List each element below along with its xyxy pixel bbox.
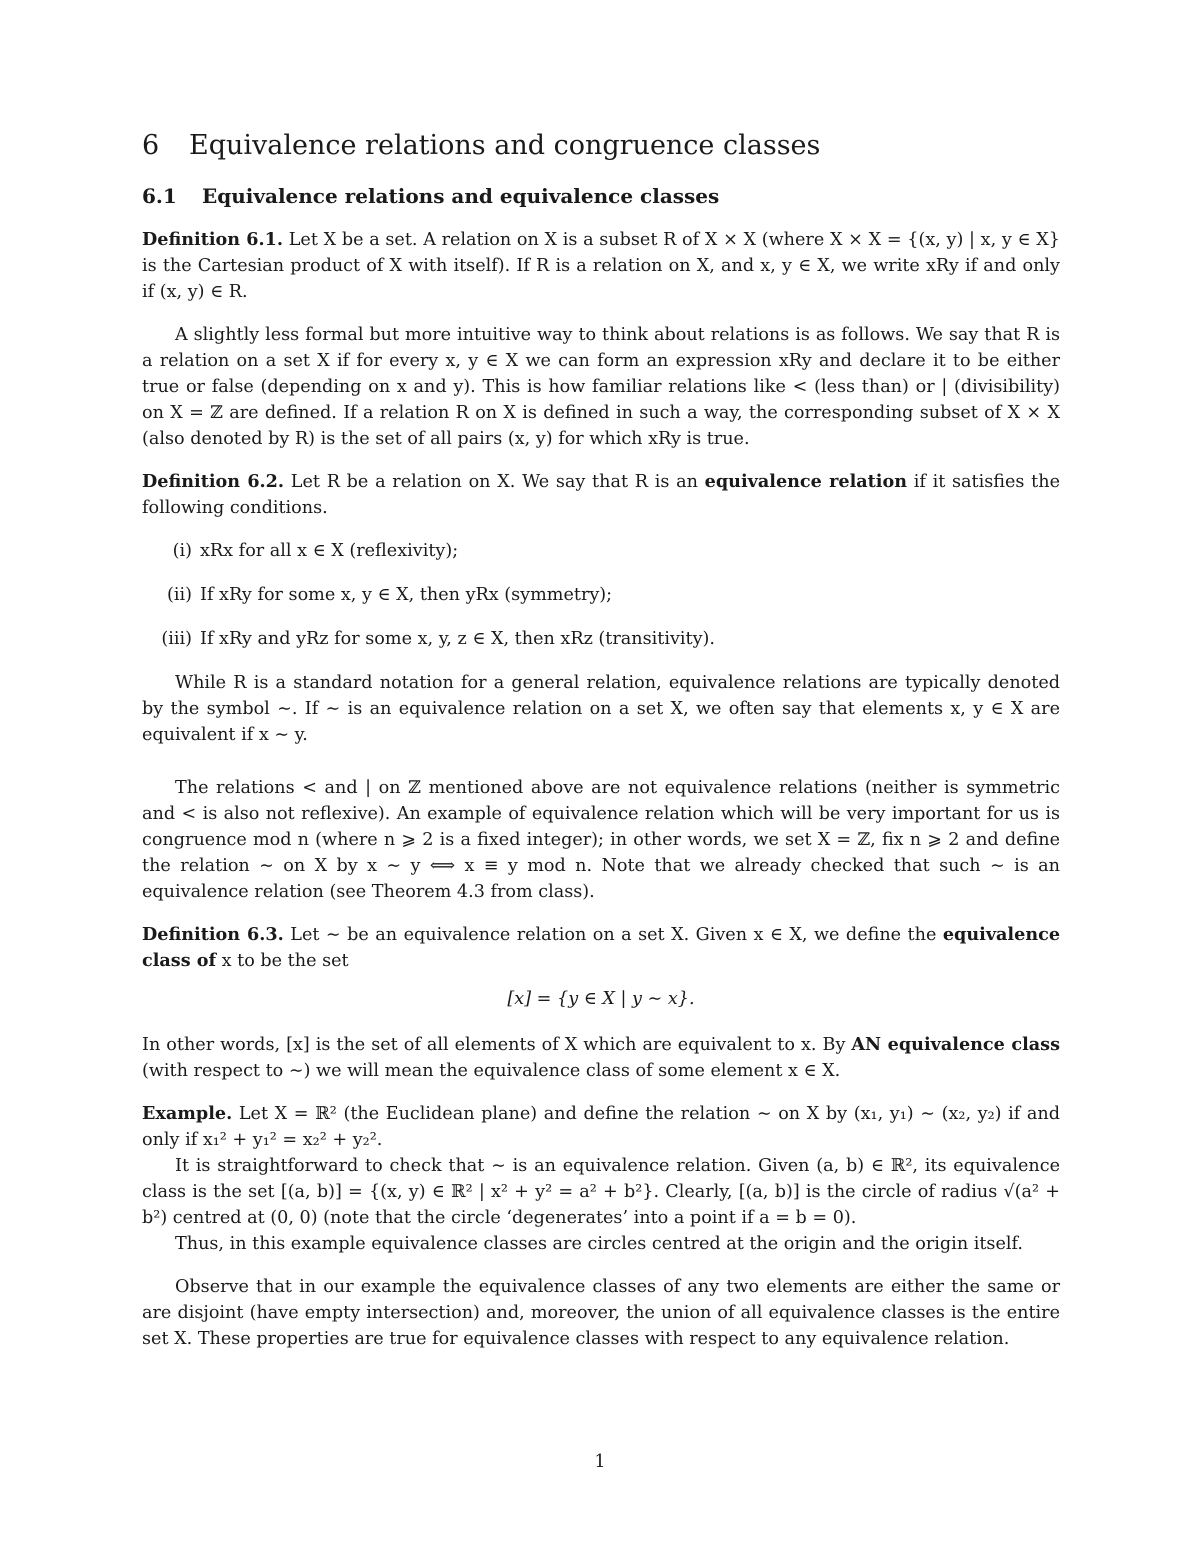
condition-text: If xRy for some x, y ∈ X, then yRx (symmetry); [200, 585, 613, 606]
section-number: 6 [142, 130, 160, 161]
section-title [142, 128, 1060, 163]
document-page [142, 128, 1060, 1369]
example-block [142, 1101, 1060, 1153]
paragraph-text: In other words, [x] is the set of all elements of X which are equivalent to x. By [142, 1035, 852, 1056]
definition-text: Let X be a set. A relation on X is a subset R of X × X (where X × X = {(x, y) | x, y ∈ X} is the Cartesian product of X with itself). If R is a relation on X, and x, y ∈ X, we write xRy if and only if (x, y) ∈ R. [142, 230, 1060, 303]
condition-text: xRx for all x ∈ X (reflexivity); [200, 541, 459, 562]
page-number: 1 [594, 1452, 606, 1472]
paragraph-an-equivalence-class [142, 1032, 1060, 1084]
example-label: Example. [142, 1103, 233, 1125]
condition-symmetry [142, 582, 1060, 608]
example-text: Let X = ℝ² (the Euclidean plane) and define the relation ∼ on X by (x₁, y₁) ∼ (x₂, y₂) if and only if x₁² + y₁² = x₂² + y₂². [142, 1104, 1060, 1151]
paragraph-observation: Observe that in our example the equivalence classes of any two elements are either the same or are disjoint (have empty intersection) and, moreover, the union of all equivalence classes is the entire set X. These properties are true for equivalence classes with respect to any equivalence relation. [142, 1277, 1060, 1350]
paragraph-text-end: (with respect to ∼) we will mean the equivalence class of some element x ∈ X. [142, 1061, 841, 1082]
subsection-title [142, 183, 1060, 209]
term-an-equivalence-class: AN equivalence class [851, 1034, 1060, 1056]
definition-text: Let R be a relation on X. We say that R is an [290, 472, 705, 493]
conditions-list [142, 538, 1060, 652]
display-equation: [x] = {y ∈ X | y ∼ x}. [507, 989, 695, 1010]
definition-text-end: if it satisfies the following conditions. [142, 472, 1060, 519]
subsection-title-text: Equivalence relations and equivalence classes [202, 184, 720, 209]
condition-label: (iii) [161, 629, 192, 650]
example-conclusion: Thus, in this example equivalence classes are circles centred at the origin and the origin itself. [175, 1234, 1023, 1255]
definition-label: Definition 6.2. [142, 471, 285, 493]
definition-text: Let ∼ be an equivalence relation on a set X. Given x ∈ X, we define the [290, 925, 943, 946]
paragraph-relations-intuition: A slightly less formal but more intuitive way to think about relations is as follows. We say that R is a relation on a set X if for every x, y ∈ X we can form an expression xRy and declare it to be either true or false (depending on x and y). This is how familiar relations like < (less than) or | (divisibility) on X = ℤ are defined. If a relation R on X is defined in such a way, the corresponding subset of X × X (also denoted by R) is the set of all pairs (x, y) for which xRy is true. [142, 325, 1060, 450]
definition-6-2 [142, 469, 1060, 521]
definition-label: Definition 6.1. [142, 229, 284, 251]
condition-transitivity [142, 626, 1060, 652]
definition-6-1 [142, 227, 1060, 305]
definition-text-end: x to be the set [216, 951, 349, 972]
condition-text: If xRy and yRz for some x, y, z ∈ X, then xRz (transitivity). [200, 629, 715, 650]
condition-label: (i) [172, 541, 192, 562]
paragraph-congruence-example: The relations < and | on ℤ mentioned above are not equivalence relations (neither is symmetric and < is also not reflexive). An example of equivalence relation which will be very important for us is congruence mod n (where n ⩾ 2 is a fixed integer); in other words, we set X = ℤ, fix n ⩾ 2 and define the relation ∼ on X by x ∼ y ⟺ x ≡ y mod n. Note that we already checked that such ∼ is an equivalence relation (see Theorem 4.3 from class). [142, 778, 1060, 903]
condition-reflexivity [142, 538, 1060, 564]
term-equivalence-relation: equivalence relation [704, 471, 907, 493]
definition-6-3 [142, 922, 1060, 974]
definition-label: Definition 6.3. [142, 924, 284, 946]
example-continuation: It is straightforward to check that ∼ is an equivalence relation. Given (a, b) ∈ ℝ², its equivalence class is the set [(a, b)] = {(x, y) ∈ ℝ² | x² + y² = a² + b²}. Clearly, [(a, b)] is the circle of radius √(a² + b²) centred at (0, 0) (note that the circle ‘degenerates’ into a point if a = b = 0). [142, 1156, 1060, 1229]
section-title-text: Equivalence relations and congruence classes [189, 130, 821, 161]
condition-label: (ii) [167, 585, 192, 606]
term-equivalence-class: equivalence class of [142, 924, 1061, 972]
subsection-number: 6.1 [142, 184, 177, 209]
paragraph-equivalence-notation: While R is a standard notation for a general relation, equivalence relations are typically denoted by the symbol ∼. If ∼ is an equivalence relation on a set X, we often say that elements x, y ∈ X are equivalent if x ∼ y. [142, 673, 1060, 746]
